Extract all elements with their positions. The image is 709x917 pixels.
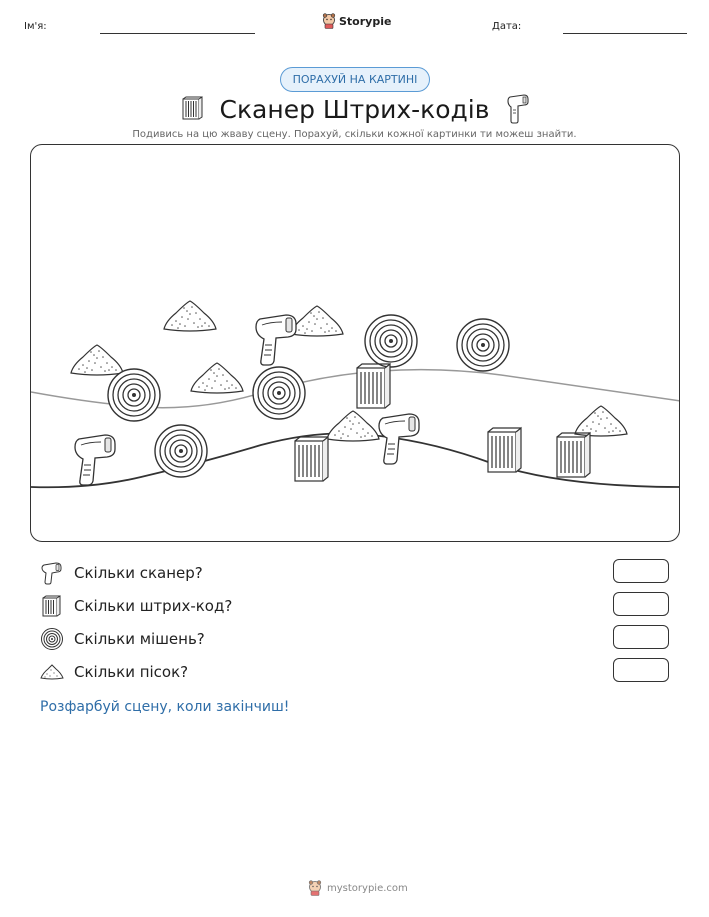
question-scanner <box>40 561 203 585</box>
question-text: Скільки пісок? <box>74 663 189 681</box>
name-label: Ім'я: <box>24 21 47 32</box>
answer-box-scanner[interactable] <box>613 559 669 583</box>
mascot-icon <box>308 880 322 896</box>
count-badge: ПОРАХУЙ НА КАРТИНІ <box>280 67 430 92</box>
scene-drawing <box>31 145 680 542</box>
date-line[interactable] <box>563 33 687 34</box>
target-icon <box>40 627 64 651</box>
page-title: Сканер Штрих-кодів <box>219 94 490 124</box>
answer-box-barcode[interactable] <box>613 592 669 616</box>
mascot-icon <box>322 13 336 29</box>
answer-box-target[interactable] <box>613 625 669 649</box>
question-text: Скільки штрих-код? <box>74 597 233 615</box>
logo-text: Storypie <box>339 14 392 28</box>
subtitle: Подивись на цю жваву сцену. Порахуй, скільки кожної картинки ти можеш знайти. <box>132 129 577 140</box>
scanner-icon <box>504 93 530 125</box>
title-row <box>0 93 709 125</box>
barcode-icon <box>40 594 64 618</box>
question-target <box>40 627 205 651</box>
question-barcode <box>40 594 232 618</box>
picture-scene[interactable] <box>30 144 680 542</box>
site-url[interactable]: mystorypie.com <box>327 882 408 894</box>
storypie-logo <box>322 13 391 29</box>
barcode-icon <box>179 93 205 125</box>
coloring-instruction: Розфарбуй сцену, коли закінчиш! <box>40 699 290 715</box>
sand-icon <box>40 660 64 684</box>
question-text: Скільки сканер? <box>74 564 203 582</box>
answer-box-sand[interactable] <box>613 658 669 682</box>
question-sand <box>40 660 188 684</box>
scanner-icon <box>40 561 64 585</box>
site-footer <box>308 880 408 896</box>
question-text: Скільки мішень? <box>74 630 205 648</box>
date-label: Дата: <box>492 21 522 32</box>
name-line[interactable] <box>100 33 255 34</box>
